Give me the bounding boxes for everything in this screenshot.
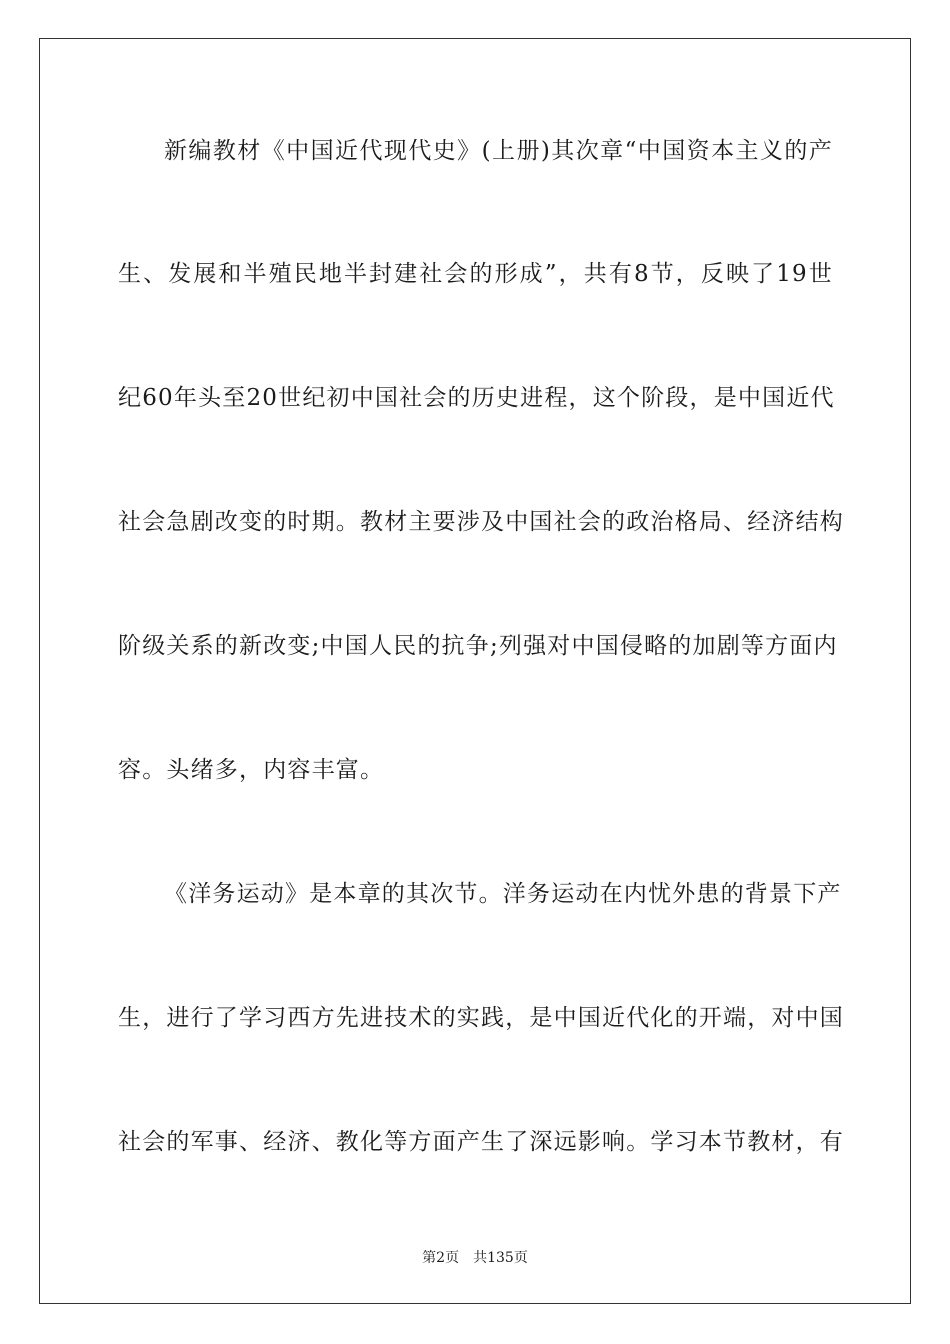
paragraph-1-line-5: 阶级关系的新改变;中国人民的抗争;列强对中国侵略的加剧等方面内 [118, 633, 838, 659]
paragraph-2-line-1: 《洋务运动》是本章的其次节。洋务运动在内忧外患的背景下产 [164, 881, 842, 907]
paragraph-1-line-4: 社会急剧改变的时期。教材主要涉及中国社会的政治格局、经济结构 [118, 509, 844, 535]
total-pages: 共135页 [473, 1250, 528, 1266]
page-number: 第2页 [422, 1250, 460, 1266]
page-frame [39, 38, 911, 1304]
paragraph-1-line-6: 容。头绪多，内容丰富。 [118, 757, 385, 783]
paragraph-2-line-3: 社会的军事、经济、教化等方面产生了深远影响。学习本节教材，有 [118, 1129, 844, 1155]
paragraph-1-line-3: 纪60年头至20世纪初中国社会的历史进程，这个阶段，是中国近代 [118, 385, 835, 411]
paragraph-1-line-2: 生、发展和半殖民地半封建社会的形成”，共有8节，反映了19世 [118, 261, 833, 287]
page-footer [0, 1248, 950, 1268]
paragraph-1-line-1: 新编教材《中国近代现代史》(上册)其次章“中国资本主义的产 [164, 138, 833, 164]
paragraph-2-line-2: 生，进行了学习西方先进技术的实践，是中国近代化的开端，对中国 [118, 1005, 844, 1031]
